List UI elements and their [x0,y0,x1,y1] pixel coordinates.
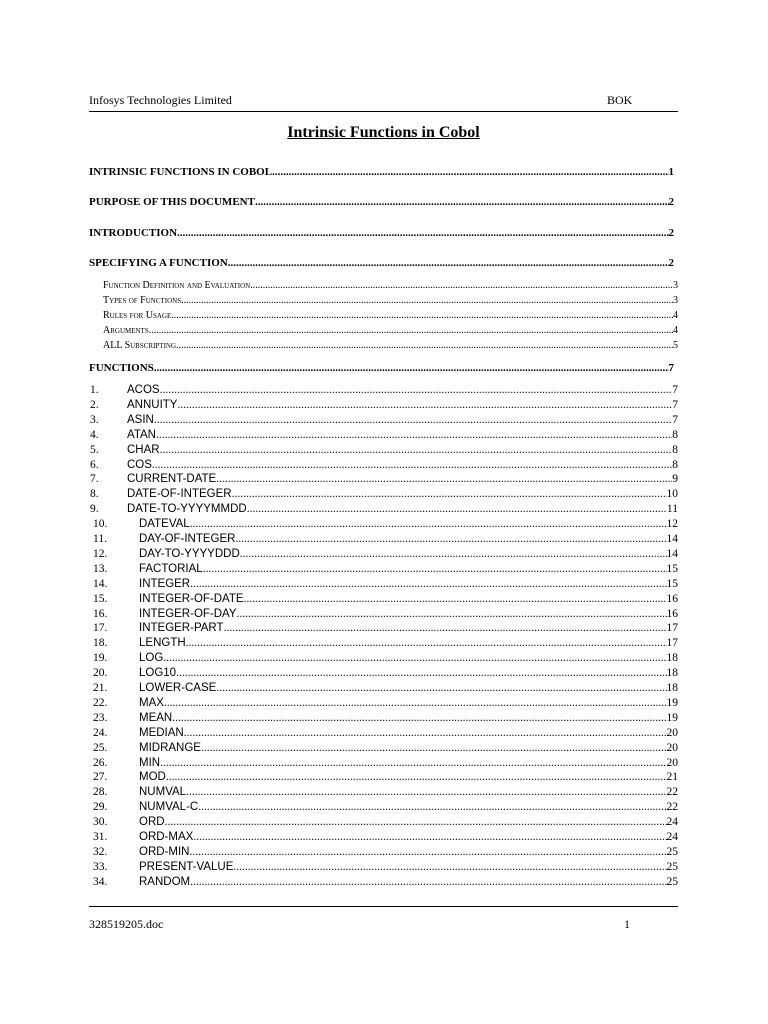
toc-function-label: ANNUITY [127,398,178,411]
toc-function-entry[interactable] [89,801,678,813]
toc-function-label: FACTORIAL [139,562,203,575]
toc-leader [160,444,673,456]
toc-function-label: MOD [139,771,166,784]
toc-leader [164,697,667,709]
toc-function-number: 34. [93,875,108,888]
toc-function-entry[interactable] [89,816,678,828]
toc-function-number: 33. [93,860,108,873]
toc-function-page: 12 [666,518,678,531]
toc-function-entry[interactable] [89,622,678,634]
toc-function-label: COS [127,458,152,471]
toc-leader [189,846,666,858]
toc-function-page: 24 [666,831,678,843]
toc-entry-page: 2 [668,227,674,239]
toc-function-page: 7 [672,398,678,411]
toc-function-label: LOWER-CASE [139,682,217,694]
toc-subentry-label: Arguments [103,325,149,336]
footer-page-number: 1 [624,917,630,931]
toc-leader [163,652,666,664]
toc-entry-label: FUNCTIONS [89,362,154,374]
toc-function-label: RANDOM [139,875,191,888]
toc-function-number: 27. [93,771,108,784]
toc-function-label: ACOS [127,384,160,396]
toc-function-number: 29. [93,801,108,814]
toc-function-page: 8 [672,428,678,441]
toc-function-page: 16 [666,592,678,605]
toc-leader [190,518,667,530]
toc-function-number: 20. [93,667,108,680]
toc-function-entry[interactable] [89,488,678,500]
toc-leader [244,593,667,605]
toc-function-number: 25. [93,741,108,754]
toc-function-label: ORD-MIN [139,845,190,858]
toc-leader [255,196,669,208]
toc-function-page: 7 [672,413,678,426]
toc-leader [154,414,672,426]
toc-function-entry[interactable] [89,697,678,709]
toc-function-number: 28. [93,786,108,799]
toc-leader [154,362,669,374]
toc-function-page: 14 [666,547,678,560]
toc-function-entry[interactable] [89,682,678,694]
toc-function-number: 11. [93,533,107,545]
toc-function-page: 19 [666,696,678,709]
toc-entry-page: 2 [668,196,674,208]
toc-function-entry[interactable] [89,399,678,411]
toc-leader [186,637,667,649]
toc-function-entry[interactable] [89,548,678,560]
toc-function-number: 7. [90,473,99,486]
toc-function-page: 18 [666,667,678,680]
toc-leader [232,488,667,500]
toc-function-label: DATE-OF-INTEGER [127,488,232,501]
toc-entry-label: PURPOSE OF THIS DOCUMENT [89,196,255,208]
footer-filename: 328519205.doc [89,917,164,931]
toc-function-page: 19 [666,711,678,724]
toc-function-number: 18. [93,637,108,650]
footer-divider [89,906,678,907]
document-title: Intrinsic Functions in Cobol [287,124,480,141]
toc-entry[interactable] [89,196,674,208]
toc-function-entry[interactable] [89,503,678,515]
toc-leader [190,876,666,888]
toc-entry-page: 1 [668,166,674,178]
toc-function-page: 25 [666,860,678,873]
toc-leader [160,757,666,769]
toc-function-number: 1. [90,384,99,396]
toc-leader [176,340,673,351]
header-tag: BOK [607,93,633,107]
toc-function-page: 22 [666,801,678,814]
toc-function-entry[interactable] [89,786,678,798]
toc-function-label: NUMVAL [139,786,187,799]
toc-function-page: 18 [666,652,678,665]
toc-leader [247,503,667,515]
toc-function-label: ORD [139,816,165,829]
toc-function-label: MIN [139,756,161,769]
toc-subentry[interactable] [103,295,678,306]
toc-subentry-label: Rules for Usage [103,310,172,321]
toc-function-number: 5. [90,443,99,456]
toc-function-page: 17 [666,637,678,650]
toc-function-number: 10. [93,518,108,531]
toc-function-page: 16 [666,607,678,620]
toc-leader [193,831,666,843]
toc-subentry[interactable] [103,310,678,321]
toc-leader [233,861,666,873]
toc-function-label: CHAR [127,443,160,456]
toc-function-label: LENGTH [139,637,186,650]
toc-function-label: NUMVAL-C [139,801,199,814]
toc-function-label: PRESENT-VALUE [139,860,234,873]
toc-subentry[interactable] [103,340,678,351]
toc-function-label: MAX [139,696,164,709]
toc-function-entry[interactable] [89,459,678,471]
toc-function-entry[interactable] [89,444,678,456]
toc-function-page: 7 [672,384,678,396]
toc-function-number: 3. [90,413,99,426]
toc-subentry-page: 4 [673,310,678,321]
toc-function-entry[interactable] [89,861,678,873]
toc-function-entry[interactable] [89,667,678,679]
toc-leader [177,399,672,411]
toc-function-entry[interactable] [89,429,678,441]
toc-function-entry[interactable] [89,757,678,769]
toc-leader [198,801,666,813]
toc-function-entry[interactable] [89,578,678,590]
toc-entry-label: INTRINSIC FUNCTIONS IN COBOL [89,166,273,178]
toc-entry-page: 7 [668,362,674,374]
toc-function-number: 21. [93,682,108,694]
toc-function-entry[interactable] [89,652,678,664]
toc-leader [216,473,672,485]
toc-function-entry[interactable] [89,593,678,605]
toc-function-number: 8. [90,488,99,501]
toc-leader [156,429,672,441]
toc-function-entry[interactable] [89,414,678,426]
toc-function-entry[interactable] [89,712,678,724]
toc-function-number: 19. [93,652,108,665]
toc-function-number: 16. [93,607,108,620]
toc-function-entry[interactable] [89,637,678,649]
toc-function-number: 6. [90,458,99,471]
toc-function-number: 12. [93,547,108,560]
toc-leader [166,771,667,783]
toc-function-number: 30. [93,816,108,829]
toc-function-number: 22. [93,696,108,709]
toc-function-page: 15 [666,577,678,590]
toc-function-entry[interactable] [89,518,678,530]
toc-function-label: INTEGER-PART [139,622,224,635]
toc-function-number: 31. [93,831,108,843]
toc-function-entry[interactable] [89,771,678,783]
toc-function-label: LOG [139,652,164,665]
toc-function-page: 25 [666,845,678,858]
toc-function-label: MIDRANGE [139,741,201,754]
toc-function-label: ASIN [127,413,154,426]
toc-function-entry[interactable] [89,608,678,620]
toc-leader [171,310,673,321]
toc-function-entry[interactable] [89,533,678,545]
toc-leader [152,459,672,471]
toc-subentry-page: 3 [673,280,678,291]
toc-function-page: 25 [666,875,678,888]
toc-function-page: 20 [666,756,678,769]
toc-function-page: 10 [666,488,678,501]
toc-function-page: 9 [672,473,678,486]
toc-function-page: 18 [666,682,678,694]
toc-leader [203,563,667,575]
toc-function-label: DAY-OF-INTEGER [139,533,236,545]
toc-function-number: 2. [90,398,99,411]
toc-leader [149,325,673,336]
toc-leader [172,712,666,724]
toc-leader [190,578,666,590]
toc-function-entry[interactable] [89,831,678,843]
toc-leader [165,816,667,828]
toc-function-label: INTEGER-OF-DATE [139,592,244,605]
toc-leader [177,227,668,239]
toc-function-label: DATEVAL [139,518,190,531]
toc-function-label: LOG10 [139,667,177,680]
toc-function-page: 8 [672,458,678,471]
toc-function-label: MEAN [139,711,173,724]
toc-function-label: MEDIAN [139,726,184,739]
toc-function-page: 20 [666,726,678,739]
toc-function-page: 21 [666,771,678,784]
toc-function-entry[interactable] [89,473,678,485]
toc-function-number: 24. [93,726,108,739]
toc-function-entry[interactable] [89,727,678,739]
toc-leader [160,384,673,396]
toc-function-page: 22 [666,786,678,799]
toc-function-label: CURRENT-DATE [127,473,217,486]
toc-leader [201,742,667,754]
toc-entry[interactable] [89,257,674,269]
toc-leader [216,682,666,694]
toc-subentry-label: ALL Subscripting [103,340,177,351]
toc-subentry-page: 4 [673,325,678,336]
toc-leader [186,786,666,798]
toc-function-entry[interactable] [89,384,678,396]
toc-leader [184,727,667,739]
toc-function-label: DAY-TO-YYYYDDD [139,547,240,560]
toc-leader [237,608,667,620]
toc-entry-page: 2 [668,257,674,269]
toc-function-label: DATE-TO-YYYYMMDD [127,503,247,516]
toc-function-label: ORD-MAX [139,831,194,843]
toc-function-page: 15 [666,562,678,575]
toc-leader [235,533,666,545]
toc-function-number: 26. [93,756,108,769]
toc-leader [250,280,673,291]
toc-function-number: 17. [93,622,108,635]
toc-function-number: 15. [93,592,108,605]
toc-function-number: 23. [93,711,108,724]
toc-function-number: 4. [90,428,99,441]
toc-function-label: INTEGER [139,577,191,590]
toc-subentry-page: 3 [673,295,678,306]
toc-leader [181,295,673,306]
toc-function-page: 17 [666,622,678,635]
toc-subentry[interactable] [103,280,678,291]
toc-function-page: 20 [666,741,678,754]
toc-function-label: ATAN [127,428,156,441]
toc-function-number: 13. [93,562,108,575]
toc-function-entry[interactable] [89,846,678,858]
toc-function-entry[interactable] [89,742,678,754]
toc-subentry-page: 5 [673,340,678,351]
toc-leader [228,257,669,269]
toc-function-entry[interactable] [89,876,678,888]
toc-function-number: 32. [93,845,108,858]
toc-leader [272,166,668,178]
toc-function-page: 8 [672,443,678,456]
toc-entry[interactable] [89,227,674,239]
toc-function-label: INTEGER-OF-DAY [139,607,237,620]
header-divider [89,111,678,112]
toc-subentry-label: Types of Functions [103,295,182,306]
toc-function-entry[interactable] [89,563,678,575]
toc-function-page: 14 [666,533,678,545]
toc-entry-label: INTRODUCTION [89,227,178,239]
toc-leader [176,667,666,679]
header-company: Infosys Technologies Limited [89,93,232,107]
toc-entry[interactable] [89,166,674,178]
toc-subentry[interactable] [103,325,678,336]
toc-function-number: 14. [93,577,108,590]
toc-function-number: 9. [90,503,99,516]
toc-entry-label: SPECIFYING A FUNCTION [89,257,228,269]
toc-function-page: 11 [666,503,678,516]
toc-entry-functions[interactable] [89,362,674,374]
toc-function-page: 24 [666,816,678,829]
toc-leader [224,622,667,634]
toc-leader [240,548,667,560]
toc-subentry-label: Function Definition and Evaluation [103,280,251,291]
